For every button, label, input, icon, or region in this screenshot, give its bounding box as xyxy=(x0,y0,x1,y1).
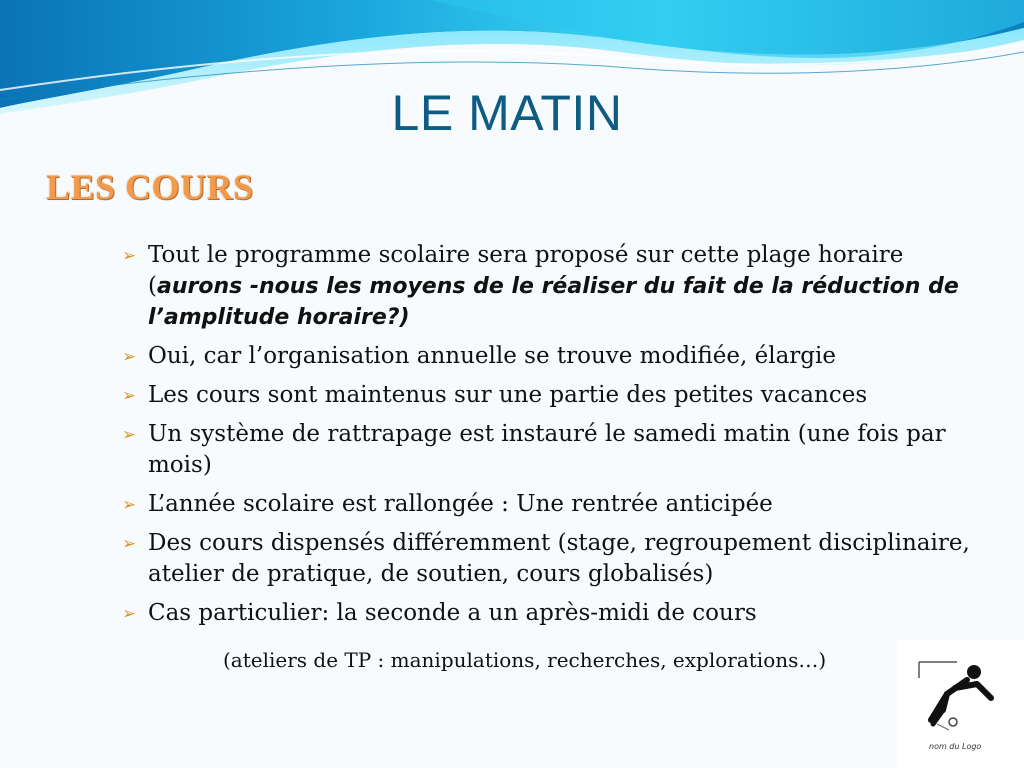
bullet-text: Oui, car l’organisation annuelle se trouve modifiée, élargie xyxy=(148,343,836,369)
bullet-item xyxy=(120,341,990,372)
arrow-right-icon: ➢ xyxy=(122,425,137,445)
bullet-text: L’année scolaire est rallongée : Une rentrée anticipée xyxy=(148,491,773,517)
bullet-text: Des cours dispensés différemment (stage, regroupement disciplinaire, atelier de pratique, de soutien, cours globalisés) xyxy=(148,530,970,587)
bullet-text: Tout le programme scolaire sera proposé sur cette plage horaire ( xyxy=(148,242,904,299)
bullet-list xyxy=(120,240,990,637)
arrow-right-icon: ➢ xyxy=(122,246,137,266)
arrow-right-icon: ➢ xyxy=(122,495,137,515)
arrow-right-icon: ➢ xyxy=(122,604,137,624)
bullet-item xyxy=(120,240,990,333)
arrow-right-icon: ➢ xyxy=(122,386,137,406)
arrow-right-icon: ➢ xyxy=(122,347,137,367)
bullet-text: Un système de rattrapage est instauré le samedi matin (une fois par mois) xyxy=(148,421,946,478)
arrow-right-icon: ➢ xyxy=(122,534,137,554)
slide-title: LE MATIN xyxy=(391,85,623,141)
bullet-text: Les cours sont maintenus sur une partie des petites vacances xyxy=(148,382,868,408)
bullet-text: Cas particulier: la seconde a un après-midi de cours xyxy=(148,600,757,626)
bullet-item xyxy=(120,419,990,481)
bullet-item xyxy=(120,528,990,590)
logo xyxy=(897,640,1024,768)
bullet-item xyxy=(120,598,990,629)
bullet-item xyxy=(120,380,990,411)
bullet-item xyxy=(120,489,990,520)
sub-note: (ateliers de TP : manipulations, recherches, explorations…) xyxy=(223,648,827,672)
bullet-emphasis: aurons -nous les moyens de le réaliser du fait de la réduction de l’amplitude horaire?) xyxy=(148,274,959,330)
section-heading: LES COURS xyxy=(46,167,254,207)
logo-caption: nom du Logo xyxy=(929,742,982,751)
